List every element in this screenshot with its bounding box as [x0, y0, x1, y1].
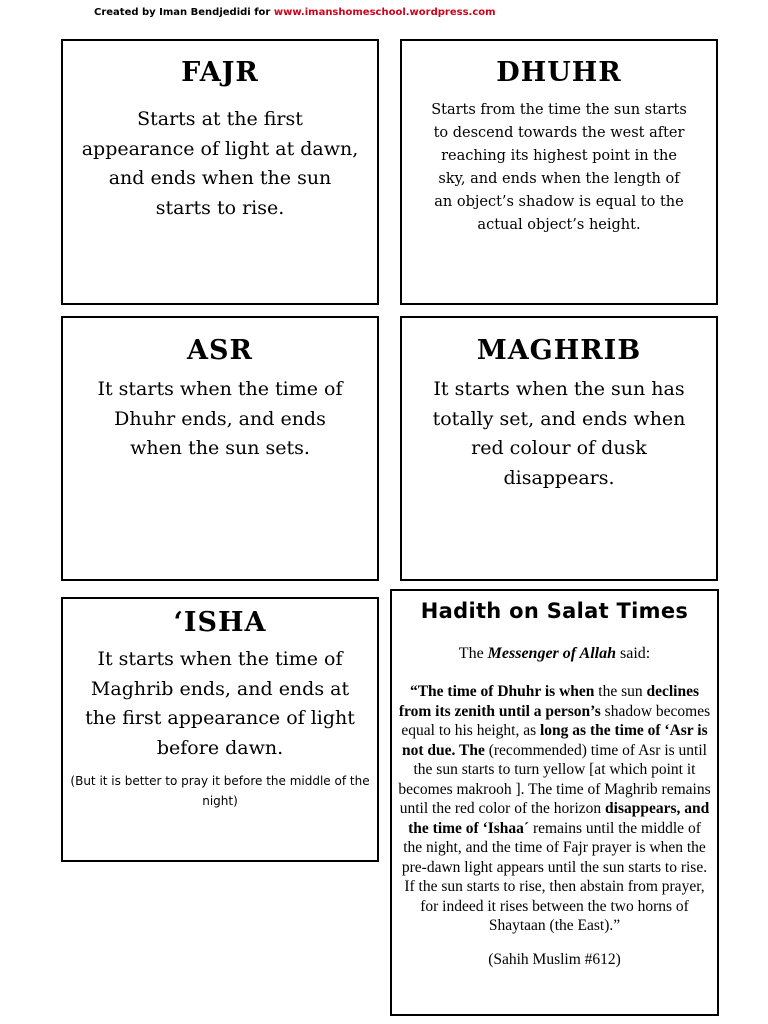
hadith-intro-suffix: said: [615, 645, 651, 662]
hadith-title: Hadith on Salat Times [420, 599, 689, 623]
hadith-segment: declines from its zenith until a person’s [398, 683, 700, 720]
hadith-source: (Sahih Muslim #612) [488, 950, 621, 968]
fajr-title: FAJR [181, 57, 259, 88]
dhuhr-title: DHUHR [496, 57, 622, 88]
maghrib-description: It starts when the sun has totally set, and ends when red colour of dusk disappears. [432, 378, 686, 489]
asr-description: It starts when the time of Dhuhr ends, and ends when the sun sets. [97, 378, 343, 459]
asr-title: ASR [187, 335, 253, 366]
isha-card [61, 597, 379, 862]
maghrib-title: MAGHRIB [476, 335, 642, 366]
hadith-card [390, 589, 719, 1016]
hadith-quote [398, 682, 711, 936]
dhuhr-description: Starts from the time the sun starts to descend towards the west after reaching its highest point in the sky, and ends when the length of an object’s shadow is equal to the actual object’s height. [431, 102, 687, 233]
hadith-intro-emphasis: Messenger of Allah [487, 645, 616, 662]
hadith-segment: the sun [594, 683, 647, 700]
website-link[interactable]: www.imanshomeschool.wordpress.com [273, 7, 496, 18]
isha-description: It starts when the time of Maghrib ends, and ends at the first appearance of light before dawn. [85, 648, 355, 759]
credit-text: Created by Iman Bendjedidi for [94, 7, 274, 18]
hadith-segment: disappears, and the time of ‘Ishaa´ [408, 800, 710, 837]
dhuhr-card [400, 39, 718, 305]
isha-title: ‘ISHA [173, 607, 267, 638]
maghrib-card [400, 316, 718, 581]
fajr-card [61, 39, 379, 305]
hadith-intro [392, 644, 717, 664]
credit-line [94, 7, 496, 18]
fajr-description: Starts at the first appearance of light at dawn, and ends when the sun starts to rise. [81, 108, 359, 219]
hadith-segment: “The time of Dhuhr is when [409, 683, 595, 700]
hadith-segment: (recommended) time of Asr is until the sun starts to turn yellow [at which point it becomes makrooh ]. The time of Maghrib remains until the red color of the horizon [398, 741, 711, 817]
hadith-intro-prefix: The [458, 645, 488, 662]
hadith-segment: long as the time of ‘Asr is not due. The [402, 722, 708, 759]
hadith-segment: remains until the middle of the night, and the time of Fajr prayer is when the pre-dawn light appears until the sun starts to rise. If the sun starts to rise, then abstain from prayer, for indeed it rises between the two horns of Shaytaan (the East).” [401, 819, 708, 934]
hadith-segment: shadow becomes equal to his height, as [401, 702, 711, 739]
asr-card [61, 316, 379, 581]
isha-note: (But it is better to pray it before the middle of the night) [70, 774, 370, 808]
